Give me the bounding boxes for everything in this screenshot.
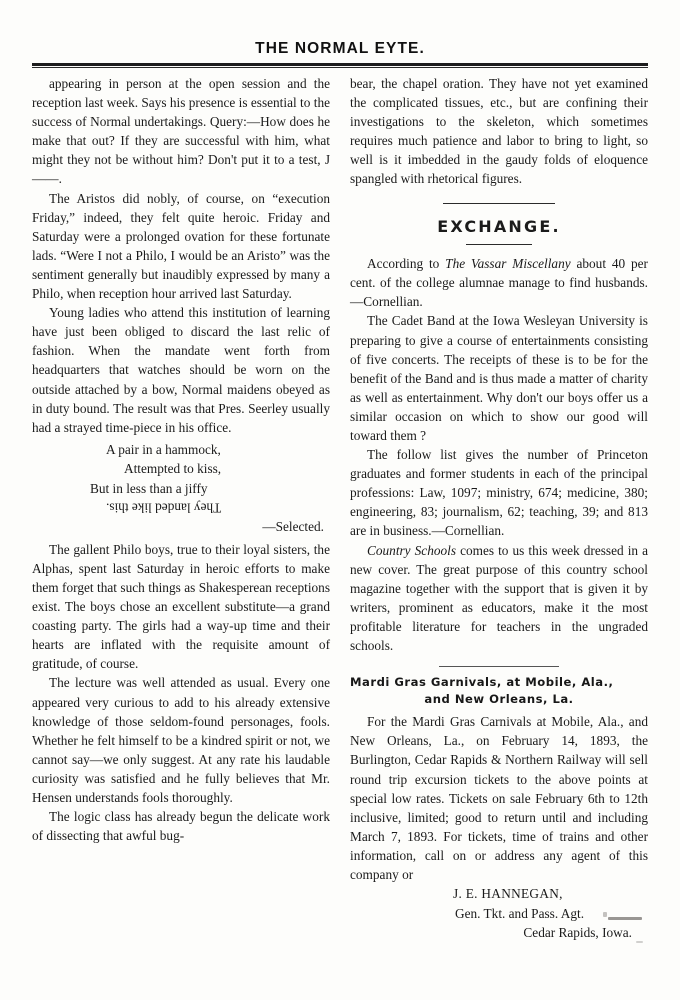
exchange-item-cadet-band: The Cadet Band at the Iowa Wesleyan University is preparing to give a course of entertainments consisting of five concerts. The receipts of these is to be for the benefit of the Band and is thus made a matter of charity as well as entertainment. Why don't our boys offer us a similar occasion on which to show our good will toward them ? xyxy=(350,313,648,443)
poem-line-3: But in less than a jiffy xyxy=(90,480,208,496)
exchange-section-heading xyxy=(350,203,648,246)
paragraph-aristos: The Aristos did nobly, of course, on “execution Friday,” indeed, they felt quite heroic. Friday and Saturday were a prolonged ovation for these fortunate lads. “Were I not a Philo, I would be an Aristo” was the sentiment generally but inaudibly expressed by many a Philo, when reception hour arrived last Saturday. xyxy=(32,190,330,302)
country-schools-rest: comes to us this week dressed in a new cover. The great purpose of this country school magazine together with the support that is given it by writers, prominent as educators, make it the most profitable literature for teachers in the ungraded schools. xyxy=(350,542,648,654)
divider-thin-rule xyxy=(32,67,648,68)
poem-line-2: Attempted to kiss, xyxy=(124,461,222,477)
poem-line-4-inverted xyxy=(32,498,330,517)
page-title: THE NORMAL EYTE. xyxy=(255,40,425,57)
paragraph-lecture: The lecture was well attended as usual. Every one appeared very curious to add to his already extensive knowledge of those seldom-found personages, fools. Whether he felt himself to be a kindred spirit or not, we cannot say—we only suggest. At any rate his laudable curiosity was satisfied and he fully believes that Mr. Hensen understands fools thoroughly. xyxy=(32,675,330,806)
exchange-item-princeton-statistics: The follow list gives the number of Princeton graduates and former students in each of the principal professions: Law, 1097; ministry, 674; medicine, 380; engineering, 83; journalism, 62; teaching, 39; and 813 are in business.—Cornellian. xyxy=(350,447,648,539)
exchange-heading-text: EXCHANGE. xyxy=(437,216,561,236)
poem-attribution: —Selected. xyxy=(262,519,324,535)
poem-block xyxy=(32,440,330,537)
signature-city: Cedar Rapids, Iowa. xyxy=(523,925,632,941)
paragraph-logic-class: The logic class has already begun the delicate work of dissecting that awful bug- xyxy=(32,809,330,844)
advertisement-heading-line-1: Mardi Gras Garnivals, at Mobile, Ala., xyxy=(350,675,614,690)
advertisement-heading xyxy=(350,674,648,707)
advertisement-divider xyxy=(439,666,559,667)
scan-artifact-dash xyxy=(636,941,643,943)
vassar-lead: According to xyxy=(367,256,446,272)
exchange-item-vassar xyxy=(350,254,648,311)
paragraph-philo-boys: The gallent Philo boys, true to their loyal sisters, the Alphas, spent last Saturday in heroic efforts to make them forget that such things as Shakesperean receptions exist. The boys chose an excellent substitute—a grand coasting party. The girls had a way-up time and their hearts are inflated with the requisite amount of gratitude, of course. xyxy=(32,541,330,672)
scan-artifact-speck xyxy=(603,912,607,917)
scan-artifact-mark xyxy=(608,917,642,920)
exchange-rule-below xyxy=(466,244,532,245)
country-schools-title: Country Schools xyxy=(367,542,457,558)
masthead xyxy=(0,40,680,58)
paragraph-young-ladies: Young ladies who attend this institution of learning have just been obliged to discard the last relic of fashion. When the mandate went forth from headquarters that watches should be worn on the outside attached by a bow, Normal maidens obeyed as in duty bound. The result was that Pres. Seerley usually had a strayed time-piece in his office. xyxy=(32,305,330,435)
advertisement-body: For the Mardi Gras Carnivals at Mobile, Ala., and New Orleans, La., on February 14, 1893, the Burlington, Cedar Rapids & Northern Railway will sell round trip excursion tickets to the above points at special low rates. Tickets on sale February 6th to 12th inclusive, limited; good to return until and including March 7, 1893. For tickets, time of trains and other information, call on or address any agent of this company or xyxy=(350,714,648,883)
advertisement-heading-line-2: and New Orleans, La. xyxy=(424,691,574,706)
left-column xyxy=(32,74,330,845)
masthead-divider xyxy=(32,63,648,68)
signature-name-text: J. E. HANNEGAN, xyxy=(453,886,563,902)
vassar-publication-title: The Vassar Miscellany xyxy=(445,256,571,272)
vassar-rest: about 40 per cent. of the college alumnae manage to find husbands.—Cornellian. xyxy=(350,256,648,310)
poem-line-4-text: They landed like this. xyxy=(106,500,222,516)
paragraph-bugbear-continuation: bear, the chapel oration. They have not yet examined the complicated tissues, etc., but are confining their investigations to the skeleton, which sometimes requires much patience and labor to bring to light, so well is it imbedded in the gaudy folds of eloquence spangled with rhetorical figures. xyxy=(350,76,648,187)
exchange-item-country-schools xyxy=(350,541,648,656)
signature-name xyxy=(350,884,648,904)
paragraph-continuation: appearing in person at the open session and the reception last week. Says his presence is essential to the success of Normal undertakings. Query:—How does he make that out? If they are successful with him, what might they not be without him? Don't put it to a test, J——. xyxy=(32,76,330,187)
poem-line-1: A pair in a hammock, xyxy=(106,441,221,457)
exchange-rule-above xyxy=(443,203,555,204)
right-column xyxy=(350,74,648,943)
signature-title: Gen. Tkt. and Pass. Agt. xyxy=(454,905,585,921)
